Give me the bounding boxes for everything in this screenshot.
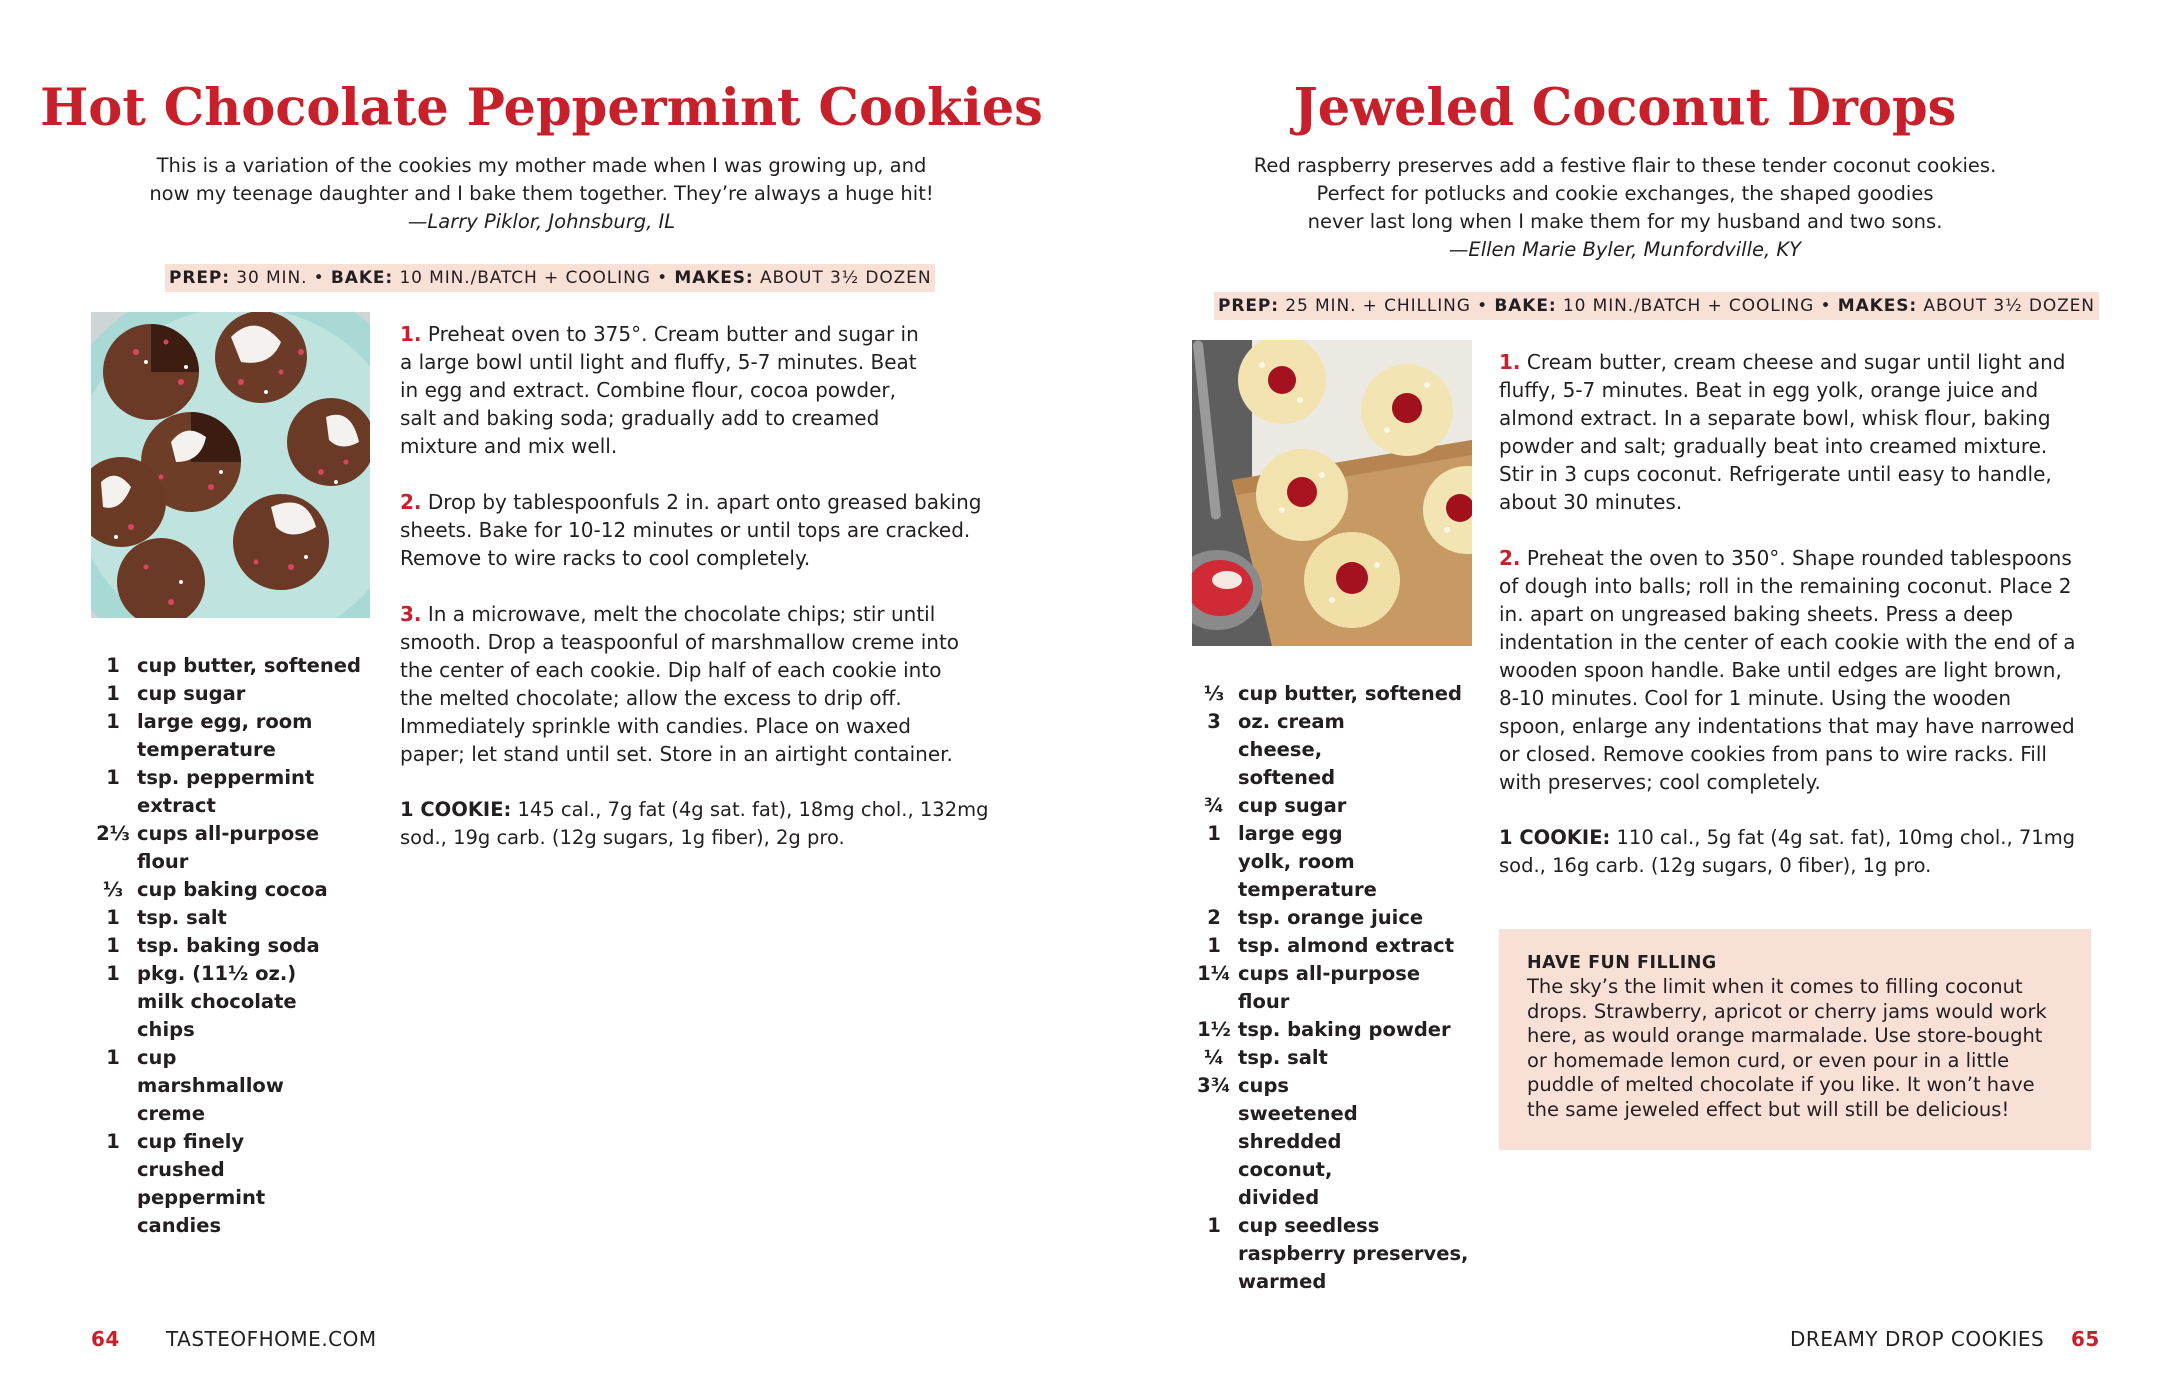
ingredient-item: 1 cup marshmallow creme (106, 1046, 284, 1125)
tip-title: HAVE FUN FILLING (1527, 953, 1717, 973)
bake-value: 10 MIN./BATCH + COOLING • (399, 268, 669, 288)
page-number: 64 (91, 1327, 120, 1351)
page-number: 65 (2071, 1327, 2100, 1351)
ingredient-list (94, 652, 376, 1240)
direction-step: 1. Preheat oven to 375°. Cream butter and sugar in a large bowl until light and fluffy, 5-7 minutes. Beat in egg and extract. Combine flour, cocoa powder, salt and baking soda; gradually add to creamed mixture and mix well. (400, 322, 919, 458)
intro-line: Red raspberry preserves add a festive flair to these tender coconut cookies. (1253, 154, 1997, 177)
direction-step: 1. Cream butter, cream cheese and sugar until light and fluffy, 5-7 minutes. Beat in egg yolk, orange juice and almond extract. In a separate bowl, whisk flour, baking powder and salt; gradually beat into creamed mixture. Stir in 3 cups coconut. Refrigerate until easy to handle, about 30 minutes. (1499, 350, 2066, 514)
prep-label: PREP: (169, 268, 230, 288)
ingredient-item: 1 pkg. (11½ oz.) milk chocolate chips (106, 962, 297, 1041)
recipe-title: Hot Chocolate Peppermint Cookies (40, 78, 1043, 138)
ingredient-item: 3¾ cups sweetened shredded coconut, divided (1197, 1074, 1358, 1209)
makes-value: ABOUT 3½ DOZEN (759, 268, 932, 288)
tip-text: The sky’s the limit when it comes to filling coconut drops. Strawberry, apricot or cherry jams would work here, as would orange marmalade. Use store-bought or homemade lemon curd, or even pour in a little puddle of melted chocolate if you like. It won’t have the same jeweled effect but will still be delicious! (1527, 975, 2047, 1121)
cookie-plate-image (91, 312, 370, 618)
intro-line: This is a variation of the cookies my mother made when I was growing up, and (156, 154, 927, 177)
ingredient-item: 2⅓ cups all-purpose flour (96, 822, 320, 873)
directions (1499, 348, 2079, 880)
ingredient-item: 3 oz. cream cheese, softened (1207, 710, 1345, 789)
nutrition-facts: 1 COOKIE: 145 cal., 7g fat (4g sat. fat), 18mg chol., 132mg sod., 19g carb. (12g sugars, 1g fiber), 2g pro. (400, 798, 989, 849)
ingredient-item: 1 large egg yolk, room temperature (1207, 822, 1377, 901)
recipe-photo (91, 312, 370, 618)
recipe-title: Jeweled Coconut Drops (1293, 78, 1957, 138)
direction-step: 2. Drop by tablespoonfuls 2 in. apart onto greased baking sheets. Bake for 10-12 minutes or until tops are cracked. Remove to wire racks to cool completely. (400, 490, 982, 570)
ingredient-item: 1 large egg, room temperature (106, 710, 313, 761)
intro-line: Perfect for potlucks and cookie exchanges, the shaped goodies (1316, 182, 1934, 205)
ingredient-item: 2 tsp. orange juice (1207, 906, 1424, 929)
intro-line: now my teenage daughter and I bake them together. They’re always a huge hit! (149, 182, 934, 205)
left-page (0, 0, 1083, 1400)
footer-section: DREAMY DROP COOKIES (1790, 1327, 2045, 1351)
footer-site: TASTEOFHOME.COM (166, 1327, 377, 1351)
attribution: —Larry Piklor, Johnsburg, IL (407, 210, 676, 233)
prep-bake-makes-bar (1214, 292, 2099, 320)
direction-step: 2. Preheat the oven to 350°. Shape rounded tablespoons of dough into balls; roll in the remaining coconut. Place 2 in. apart on ungreased baking sheets. Press a deep indentation in the center of each cookie with the end of a wooden spoon handle. Bake until edges are light brown, 8-10 minutes. Cool for 1 minute. Using the wooden spoon, enlarge any indentations that may have narrowed or closed. Remove cookies from pans to wire racks. Fill with preserves; cool completely. (1499, 546, 2076, 794)
ingredient-item: ⅓ cup baking cocoa (102, 878, 328, 901)
ingredient-item: 1 tsp. baking soda (106, 934, 320, 957)
nutrition-facts: 1 COOKIE: 110 cal., 5g fat (4g sat. fat), 10mg chol., 71mg sod., 16g carb. (12g sugars, 0 fiber), 1g pro. (1499, 826, 2076, 877)
bake-label: BAKE: (1494, 296, 1557, 316)
intro-line: never last long when I make them for my husband and two sons. (1307, 210, 1943, 233)
recipe-intro (1183, 152, 2067, 264)
prep-label: PREP: (1218, 296, 1279, 316)
direction-step: 3. In a microwave, melt the chocolate chips; stir until smooth. Drop a teaspoonful of marshmallow creme into the center of each cookie. Dip half of each cookie into the melted chocolate; allow the excess to drip off. Immediately sprinkle with candies. Place on waxed paper; let stand until set. Store in an airtight container. (400, 602, 960, 766)
ingredient-item: 1 tsp. salt (106, 906, 227, 929)
makes-label: MAKES: (1837, 296, 1918, 316)
ingredient-item: 1 cup finely crushed peppermint candies (106, 1130, 266, 1237)
bake-value: 10 MIN./BATCH + COOLING • (1562, 296, 1832, 316)
ingredient-item: 1¼ cups all-purpose flour (1197, 962, 1421, 1013)
makes-value: ABOUT 3½ DOZEN (1923, 296, 2095, 316)
ingredient-item: ⅓ cup butter, softened (1203, 682, 1462, 705)
recipe-photo (1192, 340, 1472, 646)
ingredient-list (1195, 680, 1475, 1296)
ingredient-item: 1½ tsp. baking powder (1197, 1018, 1451, 1041)
directions (400, 320, 990, 852)
ingredient-item: 1 cup seedless raspberry preserves, warmed (1207, 1214, 1469, 1293)
tip-box (1499, 929, 2091, 1150)
recipe-intro (100, 152, 983, 236)
ingredient-item: ¾ cup sugar (1203, 794, 1347, 817)
ingredient-item: 1 tsp. peppermint extract (106, 766, 315, 817)
ingredient-item: ¼ tsp. salt (1203, 1046, 1328, 1069)
right-page (1083, 0, 2167, 1400)
prep-value: 30 MIN. • (236, 268, 325, 288)
ingredient-item: 1 cup butter, softened (106, 654, 361, 677)
bake-label: BAKE: (330, 268, 394, 288)
prep-value: 25 MIN. + CHILLING • (1285, 296, 1489, 316)
prep-bake-makes-bar (165, 264, 935, 292)
attribution: —Ellen Marie Byler, Munfordville, KY (1448, 238, 1802, 261)
coconut-cookie-image (1192, 340, 1472, 646)
ingredient-item: 1 tsp. almond extract (1207, 934, 1455, 957)
makes-label: MAKES: (674, 268, 754, 288)
ingredient-item: 1 cup sugar (106, 682, 246, 705)
